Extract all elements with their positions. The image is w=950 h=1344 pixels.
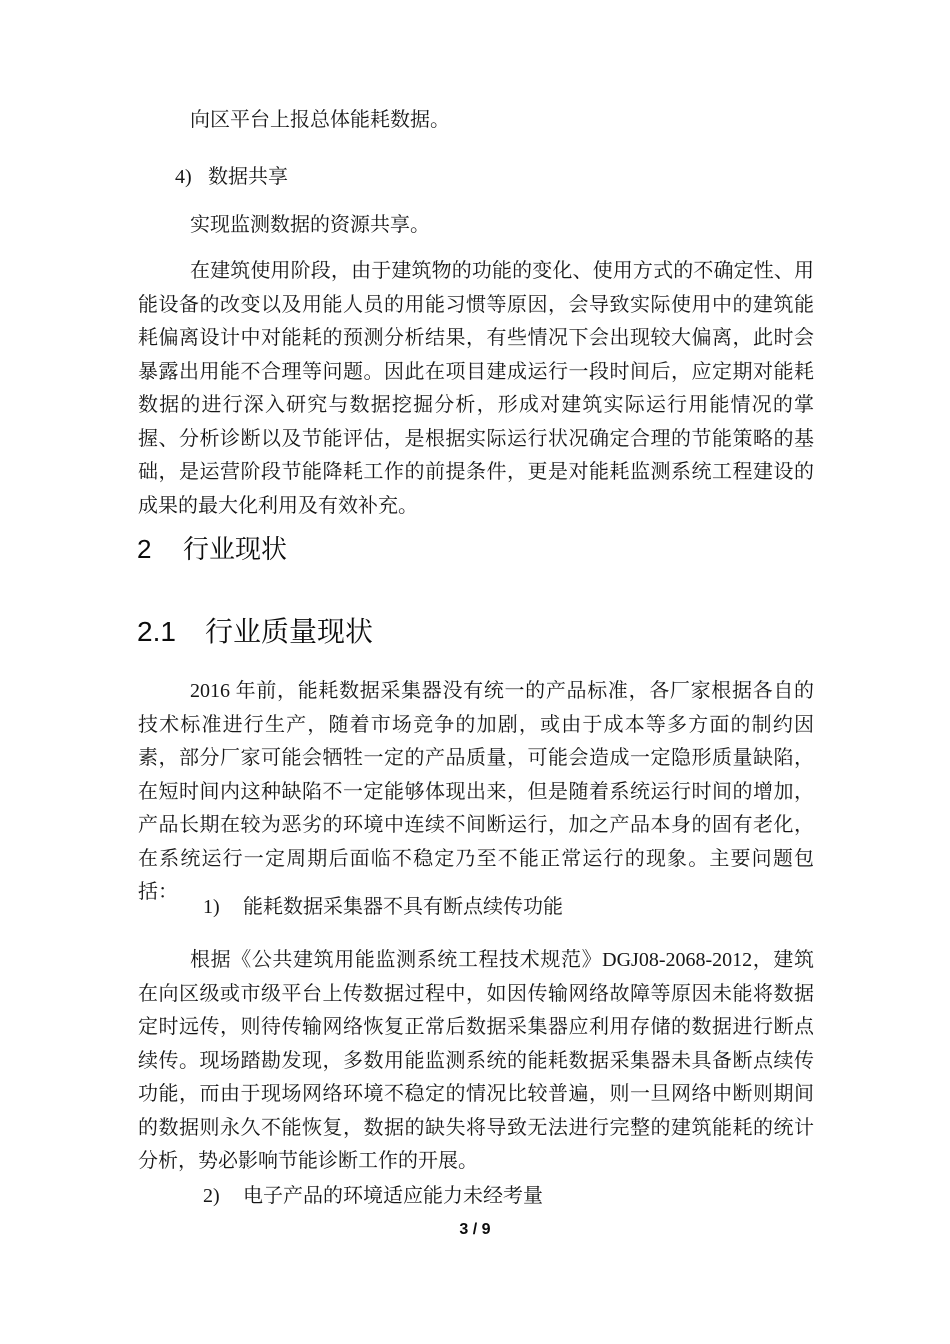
paragraph-line-upload: 向区平台上报总体能耗数据。 — [190, 109, 450, 131]
section-heading-2-title: 行业现状 — [183, 534, 288, 564]
issue-item-1 — [203, 891, 563, 925]
list-item-4 — [175, 161, 288, 195]
section-heading-2-1 — [137, 615, 373, 649]
paragraph-usage-stage: 在建筑使用阶段，由于建筑物的功能的变化、使用方式的不确定性、用能设备的改变以及用能人员的用能习惯等原因，会导致实际使用中的建筑能耗偏离设计中对能耗的预测分析结果，有些情况下会出现较大偏离，此时会暴露出用能不合理等问题。因此在项目建成运行一段时间后，应定期对能耗数据的进行深入研究与数据挖掘分析，形成对建筑实际运行用能情况的掌握、分析诊断以及节能评估，是根据实际运行状况确定合理的节能策略的基础，是运营阶段节能降耗工作的前提条件，更是对能耗监测系统工程建设的成果的最大化利用及有效补充。 — [138, 260, 814, 517]
issue-item-2-number: 2) — [203, 1185, 220, 1207]
page-number: 3 / 9 — [459, 1221, 491, 1238]
list-item-4-number: 4) — [175, 166, 192, 188]
paragraph-before-2016: 2016 年前，能耗数据采集器没有统一的产品标准，各厂家根据各自的技术标准进行生产，随着市场竞争的加剧，或由于成本等多方面的制约因素，部分厂家可能会牺牲一定的产品质量，可能会造成一定隐形质量缺陷，在短时间内这种缺陷不一定能够体现出来，但是随着系统运行时间的增加，产品长期在较为恶劣的环境中连续不间断运行，加之产品本身的固有老化，在系统运行一定周期后面临不稳定乃至不能正常运行的现象。主要问题包括： — [138, 680, 814, 903]
issue-item-1-number: 1) — [203, 896, 220, 918]
section-heading-2-number: 2 — [137, 534, 152, 564]
issue-item-1-label: 能耗数据采集器不具有断点续传功能 — [243, 896, 563, 918]
issue-item-2-label: 电子产品的环境适应能力未经考量 — [243, 1185, 543, 1207]
section-heading-2 — [137, 534, 287, 565]
issue-item-2 — [203, 1180, 543, 1214]
paragraph-dgj-standard: 根据《公共建筑用能监测系统工程技术规范》DGJ08-2068-2012，建筑在向区级或市级平台上传数据过程中，如因传输网络故障等原因未能将数据定时远传，则待传输网络恢复正常后数据采集器应利用存储的数据进行断点续传。现场踏勘发现，多数用能监测系统的能耗数据采集器未具备断点续传功能，而由于现场网络环境不稳定的情况比较普遍，则一旦网络中断则期间的数据则永久不能恢复，数据的缺失将导致无法进行完整的建筑能耗的统计分析，势必影响节能诊断工作的开展。 — [138, 949, 814, 1172]
section-heading-2-1-title: 行业质量现状 — [205, 616, 374, 647]
section-heading-2-1-number: 2.1 — [137, 616, 176, 647]
list-item-4-label: 数据共享 — [208, 166, 288, 188]
paragraph-line-share: 实现监测数据的资源共享。 — [190, 214, 430, 236]
